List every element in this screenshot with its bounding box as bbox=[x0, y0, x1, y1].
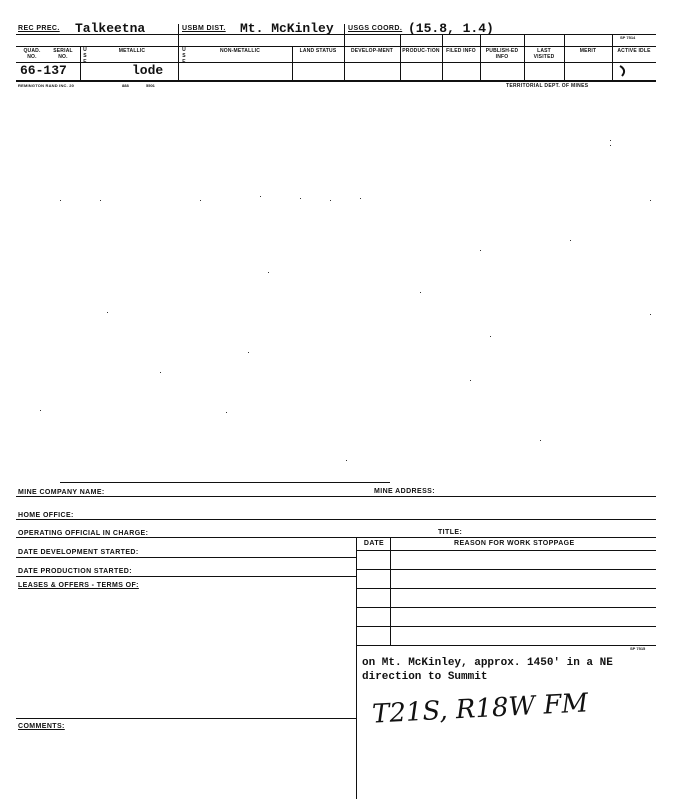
usbm-dist-value: Mt. McKinley bbox=[240, 21, 334, 36]
form-number: SP 7514 bbox=[620, 35, 636, 40]
printer-code-b: 5501 bbox=[146, 83, 155, 88]
col-merit: MERIT bbox=[579, 48, 597, 54]
comments-rule bbox=[16, 718, 356, 719]
col-quad-no: QUAD. NO. bbox=[23, 48, 41, 60]
divider-merit bbox=[564, 34, 565, 80]
dev-started-rule bbox=[16, 557, 356, 558]
rec-prec-value: Talkeetna bbox=[75, 21, 146, 36]
date-development-started-label: DATE DEVELOPMENT STARTED: bbox=[18, 549, 139, 556]
leases-offers-label: LEASES & OFFERS - TERMS OF: bbox=[18, 582, 139, 589]
col-land-status: LAND STATUS bbox=[299, 48, 337, 54]
record-bottom-rule bbox=[16, 80, 656, 82]
operating-official-rule bbox=[16, 537, 656, 538]
column-header-rule bbox=[16, 62, 656, 63]
stoppage-date-header: DATE bbox=[363, 540, 385, 547]
stoppage-date-divider bbox=[390, 537, 391, 645]
divider-prod bbox=[400, 34, 401, 80]
divider-usbm bbox=[178, 24, 179, 80]
printer-code-a: 888 bbox=[122, 83, 129, 88]
header-mid-rule bbox=[16, 46, 656, 47]
form-center-divider bbox=[356, 537, 357, 799]
usgs-coord-label: USGS COORD. bbox=[348, 25, 403, 32]
comments-label: COMMENTS: bbox=[18, 723, 65, 730]
bottom-card-top-edge bbox=[60, 482, 390, 483]
col-use-1: U S E bbox=[83, 47, 87, 65]
stoppage-reason-header: REASON FOR WORK STOPPAGE bbox=[454, 540, 575, 547]
active-check-mark bbox=[612, 62, 632, 80]
divider-land bbox=[292, 46, 293, 80]
handwritten-location: T21S, R18W FM bbox=[371, 688, 589, 730]
stoppage-row-1 bbox=[356, 550, 656, 551]
col-filed-info: FILED INFO bbox=[446, 48, 476, 54]
printer-credit: REMINGTON RAND INC. 20 bbox=[18, 83, 75, 88]
prod-started-rule bbox=[16, 576, 356, 577]
rec-prec-label: REC PREC. bbox=[18, 25, 60, 32]
divider-filed bbox=[442, 34, 443, 80]
col-active-idle: ACTIVE IDLE bbox=[617, 48, 651, 54]
mine-company-rule bbox=[16, 496, 656, 497]
home-office-rule bbox=[16, 519, 656, 520]
usbm-dist-label: USBM DIST. bbox=[182, 25, 226, 32]
col-non-metallic: NON-METALLIC bbox=[219, 48, 261, 54]
mine-address-label: MINE ADDRESS: bbox=[374, 488, 435, 495]
operating-official-label: OPERATING OFFICIAL IN CHARGE: bbox=[18, 530, 149, 537]
col-development: DEVELOP-MENT bbox=[350, 48, 394, 54]
stoppage-row-4 bbox=[356, 607, 656, 608]
col-published-info: PUBLISH-ED INFO bbox=[485, 48, 519, 60]
col-metallic: METALLIC bbox=[118, 48, 146, 54]
note-line-1: on Mt. McKinley, approx. 1450' in a NE bbox=[362, 657, 613, 669]
stoppage-row-6 bbox=[356, 645, 656, 646]
stoppage-row-5 bbox=[356, 626, 656, 627]
divider-use-1 bbox=[80, 46, 81, 80]
home-office-label: HOME OFFICE: bbox=[18, 512, 74, 519]
usgs-coord-value: (15.8, 1.4) bbox=[408, 21, 494, 36]
stoppage-row-3 bbox=[356, 588, 656, 589]
agency-name: TERRITORIAL DEPT. OF MINES bbox=[506, 83, 589, 89]
divider-last bbox=[524, 34, 525, 80]
form-number-2: SP 7515 bbox=[630, 646, 646, 651]
divider-publ bbox=[480, 34, 481, 80]
col-use-2: U S E bbox=[182, 47, 186, 65]
title-label: TITLE: bbox=[438, 529, 463, 536]
col-last-visited: LAST VISITED bbox=[533, 48, 555, 60]
stoppage-row-2 bbox=[356, 569, 656, 570]
col-production: PRODUC-TION bbox=[402, 48, 440, 54]
note-line-2: direction to Summit bbox=[362, 671, 488, 683]
col-serial-no: SERIAL NO. bbox=[53, 48, 73, 60]
record-quad-serial: 66-137 bbox=[20, 63, 67, 78]
record-metallic: lode bbox=[132, 63, 164, 78]
divider-usgs bbox=[344, 24, 345, 80]
date-production-started-label: DATE PRODUCTION STARTED: bbox=[18, 568, 132, 575]
mine-company-name-label: MINE COMPANY NAME: bbox=[18, 489, 105, 496]
